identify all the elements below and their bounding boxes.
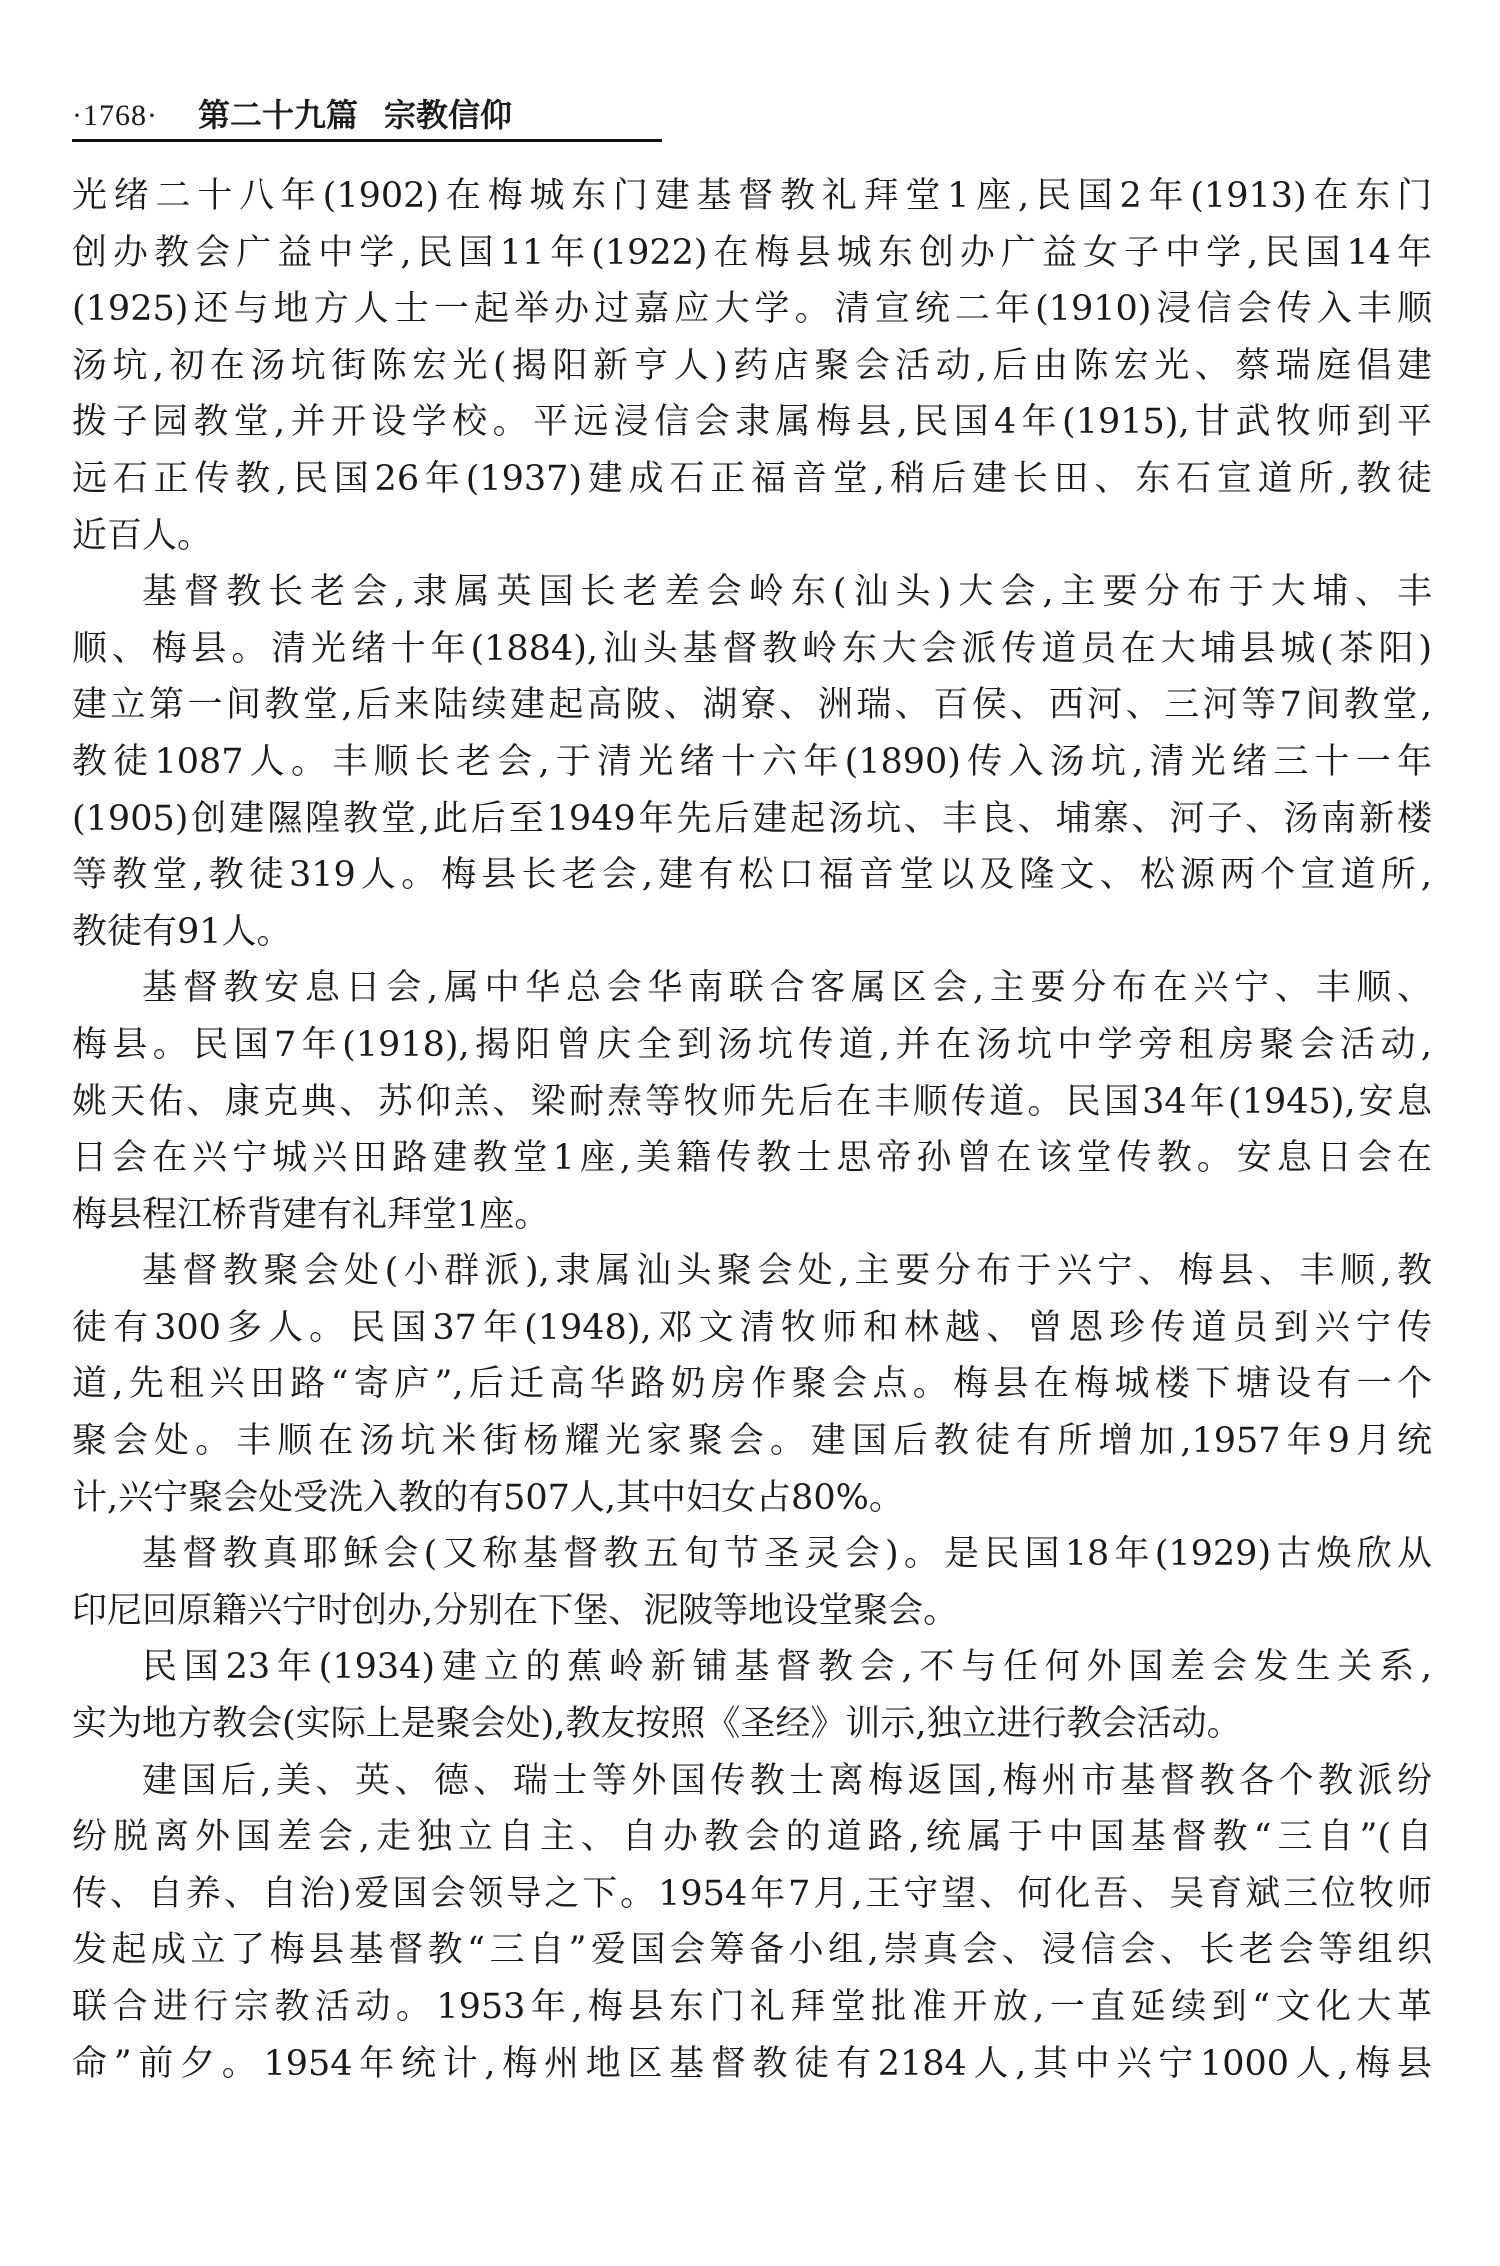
text-line: 基督教安息日会,属中华总会华南联合客属区会,主要分布在兴宁、丰顺、 <box>142 968 1432 1009</box>
text-line: 教徒有91人。 <box>72 911 292 952</box>
text-line: (1925)还与地方人士一起举办过嘉应大学。清宣统二年(1910)浸信会传入丰顺 <box>72 289 1432 330</box>
running-header <box>72 92 662 142</box>
text-line: 建立第一间教堂,后来陆续建起高陂、湖寮、洲瑞、百侯、西河、三河等7间教堂, <box>72 685 1432 726</box>
text-line: 联合进行宗教活动。1953年,梅县东门礼拜堂批准开放,一直延续到“文化大革 <box>72 1987 1432 2027</box>
text-line: 基督教聚会处(小群派),隶属汕头聚会处,主要分布于兴宁、梅县、丰顺,教 <box>142 1251 1432 1292</box>
text-line: 道,先租兴田路“寄庐”,后迁高华路奶房作聚会点。梅县在梅城楼下塘设有一个 <box>72 1364 1432 1405</box>
text-line: 印尼回原籍兴宁时创办,分别在下堡、泥陂等地设堂聚会。 <box>72 1590 959 1631</box>
text-line: 实为地方教会(实际上是聚会处),教友按照《圣经》训示,独立进行教会活动。 <box>72 1704 1242 1745</box>
text-line: 梅县。民国7年(1918),揭阳曾庆全到汤坑传道,并在汤坑中学旁租房聚会活动, <box>72 1024 1432 1065</box>
text-line: 创办教会广益中学,民国11年(1922)在梅县城东创办广益女子中学,民国14年 <box>72 232 1432 273</box>
text-line: 基督教长老会,隶属英国长老差会岭东(汕头)大会,主要分布于大埔、丰 <box>142 572 1432 613</box>
text-line: 梅县程江桥背建有礼拜堂1座。 <box>72 1194 550 1235</box>
text-line: 民国23年(1934)建立的蕉岭新铺基督教会,不与任何外国差会发生关系, <box>142 1647 1432 1688</box>
text-line: 计,兴宁聚会处受洗入教的有507人,其中妇女占80%。 <box>72 1477 904 1518</box>
text-line: 徒有300多人。民国37年(1948),邓文清牧师和林越、曾恩珍传道员到兴宁传 <box>72 1307 1432 1348</box>
text-line: 聚会处。丰顺在汤坑米街杨耀光家聚会。建国后教徒有所增加,1957年9月统 <box>72 1421 1432 1462</box>
text-line: 发起成立了梅县基督教“三自”爱国会筹备小组,崇真会、浸信会、长老会等组织 <box>72 1930 1432 1971</box>
text-line: (1905)创建隰隍教堂,此后至1949年先后建起汤坑、丰良、埔寨、河子、汤南新楼 <box>72 798 1432 839</box>
text-line: 近百人。 <box>72 515 213 556</box>
body-text <box>72 168 1432 2092</box>
text-line: 日会在兴宁城兴田路建教堂1座,美籍传教士思帝孙曾在该堂传教。安息日会在 <box>72 1138 1432 1179</box>
chapter-title: 第二十九篇 <box>197 96 358 134</box>
text-line: 命”前夕。1954年统计,梅州地区基督教徒有2184人,其中兴宁1000人,梅县 <box>72 2043 1432 2084</box>
text-line: 传、自养、自治)爱国会领导之下。1954年7月,王守望、何化吾、吴育斌三位牧师 <box>72 1873 1432 1914</box>
text-line: 姚天佑、康克典、苏仰羔、梁耐焘等牧师先后在丰顺传道。民国34年(1945),安息 <box>72 1081 1432 1122</box>
text-line: 纷脱离外国差会,走独立自主、自办教会的道路,统属于中国基督教“三自”(自 <box>72 1817 1432 1858</box>
text-line: 顺、梅县。清光绪十年(1884),汕头基督教岭东大会派传道员在大埔县城(茶阳) <box>72 628 1432 669</box>
section-title: 宗教信仰 <box>384 96 513 134</box>
text-line: 等教堂,教徒319人。梅县长老会,建有松口福音堂以及隆文、松源两个宣道所, <box>72 855 1432 896</box>
text-line: 光绪二十八年(1902)在梅城东门建基督教礼拜堂1座,民国2年(1913)在东门 <box>72 176 1432 216</box>
text-line: 汤坑,初在汤坑街陈宏光(揭阳新亨人)药店聚会活动,后由陈宏光、蔡瑞庭倡建 <box>72 345 1432 386</box>
text-line: 拨子园教堂,并开设学校。平远浸信会隶属梅县,民国4年(1915),甘武牧师到平 <box>72 402 1432 443</box>
text-line: 教徒1087人。丰顺长老会,于清光绪十六年(1890)传入汤坑,清光绪三十一年 <box>72 741 1432 782</box>
text-line: 基督教真耶稣会(又称基督教五旬节圣灵会)。是民国18年(1929)古焕欣从 <box>142 1534 1432 1575</box>
page-number: ·1768· <box>72 99 158 132</box>
text-line: 建国后,美、英、德、瑞士等外国传教士离梅返国,梅州市基督教各个教派纷 <box>142 1760 1432 1801</box>
text-line: 远石正传教,民国26年(1937)建成石正福音堂,稍后建长田、东石宣道所,教徒 <box>72 458 1432 499</box>
